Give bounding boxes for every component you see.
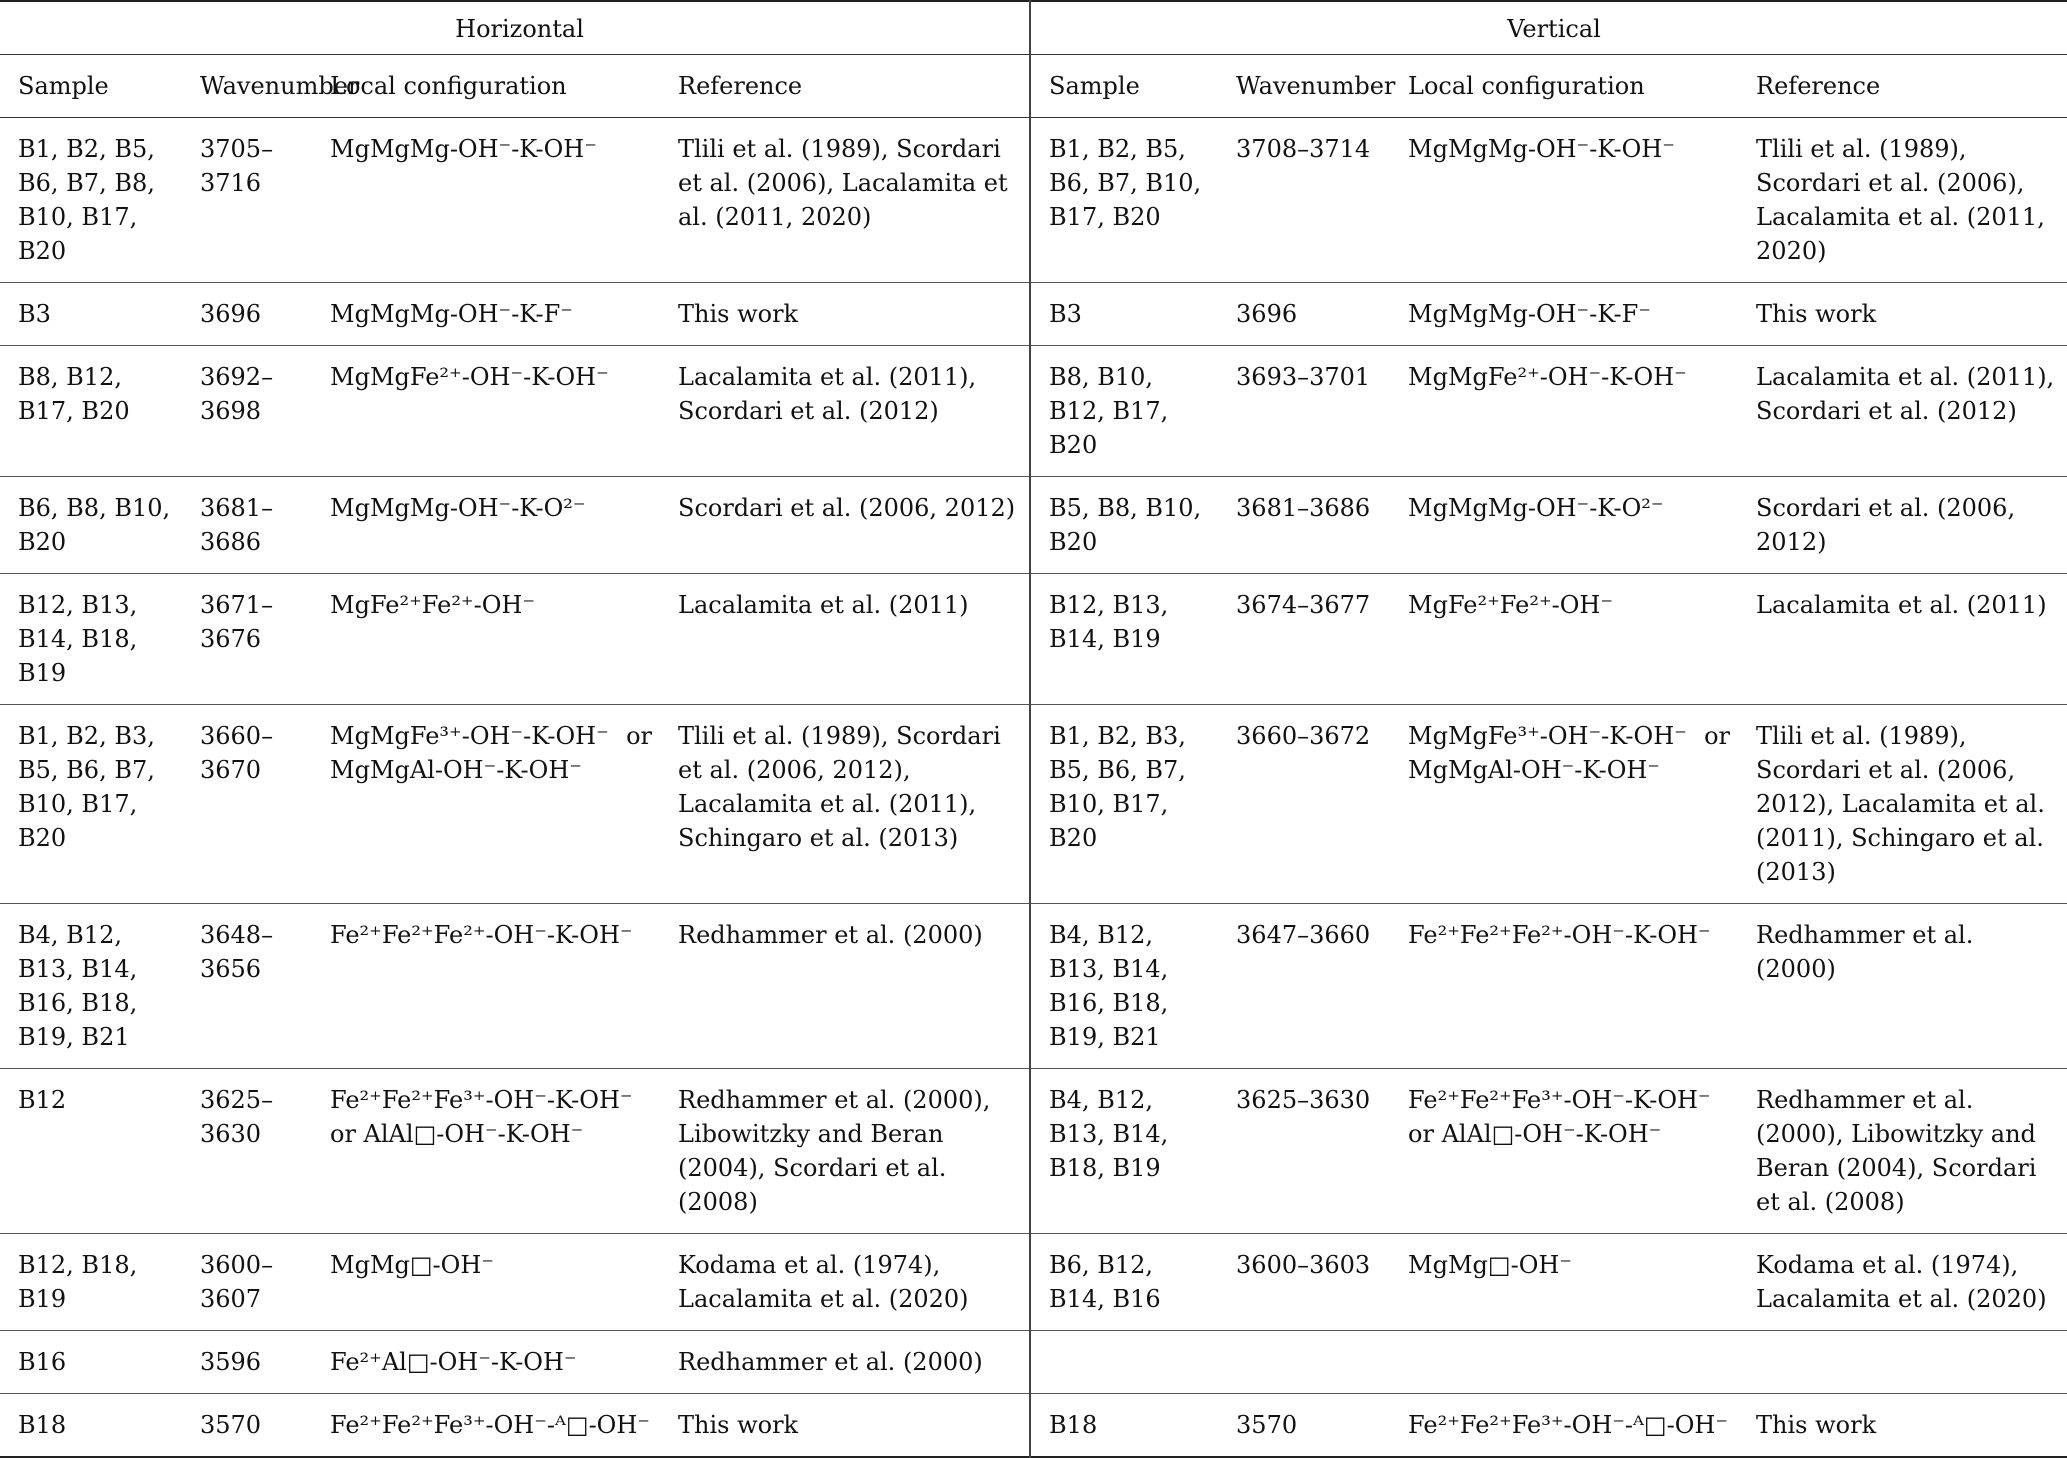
vertical-cell-reference: Lacalamita et al. (2011), Scordari et al. (2012) — [1756, 363, 2055, 425]
vertical-cell-sample: B8, B10, B12, B17, B20 — [1030, 346, 1218, 477]
vertical-cell-wavenumber: 3693–3701 — [1236, 363, 1371, 391]
vertical-cell-sample: B18 — [1030, 1394, 1218, 1458]
horizontal-cell-reference: Scordari et al. (2006, 2012) — [678, 494, 1016, 522]
vertical-cell-sample: B5, B8, B10, B20 — [1030, 477, 1218, 574]
horizontal-cell-local-configuration: MgMgFe³⁺-OH⁻-K-OH⁻ or MgMgAl-OH⁻-K-OH⁻ — [330, 722, 652, 784]
col-header-wavenumber: Wavenumber — [1236, 72, 1396, 100]
vertical-cell-sample: B6, B12, B14, B16 — [1030, 1234, 1218, 1331]
vertical-cell-wavenumber: 3647–3660 — [1236, 921, 1371, 949]
horizontal-cell-local-configuration: MgMgMg-OH⁻-K-OH⁻ — [330, 135, 597, 163]
vertical-cell-local-configuration: MgMgFe³⁺-OH⁻-K-OH⁻ or MgMgAl-OH⁻-K-OH⁻ — [1408, 722, 1731, 784]
horizontal-cell-wavenumber: 3600–3607 — [200, 1251, 274, 1313]
vertical-cell-sample: B4, B12, B13, B14, B18, B19 — [1030, 1069, 1218, 1234]
horizontal-cell-sample: B8, B12, B17, B20 — [18, 363, 130, 425]
vertical-cell-wavenumber: 3708–3714 — [1236, 135, 1371, 163]
horizontal-cell-sample: B1, B2, B3, B5, B6, B7, B10, B17, B20 — [18, 722, 155, 852]
table-row — [0, 1234, 2067, 1331]
horizontal-cell-local-configuration: Fe²⁺Fe²⁺Fe³⁺-OH⁻-ᴬ□-OH⁻ — [330, 1411, 650, 1439]
vertical-cell-wavenumber: 3625–3630 — [1236, 1086, 1371, 1114]
table-row — [0, 705, 2067, 904]
vertical-cell-sample: B4, B12, B13, B14, B16, B18, B19, B21 — [1030, 904, 1218, 1069]
horizontal-cell-local-configuration: Fe²⁺Fe²⁺Fe³⁺-OH⁻-K-OH⁻ or AlAl□-OH⁻-K-OH⁻ — [330, 1086, 633, 1148]
vertical-cell-reference: Tlili et al. (1989), Scordari et al. (2006, 2012), Lacalamita et al. (2011), Schingaro et al. (2013) — [1756, 722, 2045, 886]
horizontal-cell-local-configuration: Fe²⁺Fe²⁺Fe²⁺-OH⁻-K-OH⁻ — [330, 921, 633, 949]
vertical-cell-reference: Redhammer et al. (2000) — [1756, 921, 1974, 983]
vertical-cell-wavenumber: 3600–3603 — [1236, 1251, 1371, 1279]
horizontal-cell-local-configuration: MgMgMg-OH⁻-K-O²⁻ — [330, 494, 586, 522]
horizontal-cell-sample: B12, B13, B14, B18, B19 — [18, 591, 138, 687]
col-header-sample: Sample — [18, 72, 109, 100]
vertical-cell-sample: B12, B13, B14, B19 — [1030, 574, 1218, 705]
table-body — [0, 118, 2067, 1458]
vertical-cell-reference — [1738, 1331, 2067, 1394]
vertical-cell-local-configuration — [1390, 1331, 1738, 1394]
horizontal-cell-sample: B1, B2, B5, B6, B7, B8, B10, B17, B20 — [18, 135, 155, 265]
col-header-sample: Sample — [1030, 55, 1218, 118]
horizontal-cell-reference: Lacalamita et al. (2011), Scordari et al. (2012) — [678, 363, 977, 425]
horizontal-cell-sample: B12, B18, B19 — [18, 1251, 138, 1313]
vertical-cell-local-configuration: Fe²⁺Fe²⁺Fe³⁺-OH⁻-ᴬ□-OH⁻ — [1408, 1411, 1728, 1439]
horizontal-cell-reference: Lacalamita et al. (2011) — [678, 591, 969, 619]
horizontal-cell-local-configuration: MgMg□-OH⁻ — [330, 1251, 494, 1279]
vertical-cell-reference: Lacalamita et al. (2011) — [1756, 591, 2047, 619]
horizontal-cell-wavenumber: 3681–3686 — [200, 494, 274, 556]
horizontal-cell-wavenumber: 3648–3656 — [200, 921, 274, 983]
vertical-cell-reference: This work — [1756, 1411, 1877, 1439]
vertical-cell-local-configuration: MgMgMg-OH⁻-K-OH⁻ — [1408, 135, 1675, 163]
vertical-cell-local-configuration: MgFe²⁺Fe²⁺-OH⁻ — [1408, 591, 1614, 619]
horizontal-cell-sample: B6, B8, B10, B20 — [18, 494, 171, 556]
table-row — [0, 904, 2067, 1069]
table-row — [0, 477, 2067, 574]
table-row — [0, 283, 2067, 346]
table-row — [0, 1069, 2067, 1234]
horizontal-cell-wavenumber: 3705–3716 — [200, 135, 274, 197]
horizontal-cell-reference: Tlili et al. (1989), Scordari et al. (2006, 2012), Lacalamita et al. (2011), Schingaro et al. (2013) — [678, 722, 1001, 852]
vertical-cell-wavenumber: 3681–3686 — [1236, 494, 1371, 522]
vertical-cell-local-configuration: MgMgFe²⁺-OH⁻-K-OH⁻ — [1408, 363, 1687, 391]
horizontal-cell-reference: Tlili et al. (1989), Scordari et al. (2006), Lacalamita et al. (2011, 2020) — [678, 135, 1008, 231]
col-header-reference: Reference — [678, 72, 803, 100]
vertical-cell-wavenumber: 3696 — [1236, 300, 1298, 328]
vertical-cell-reference: Scordari et al. (2006, 2012) — [1756, 494, 2016, 556]
vertical-cell-local-configuration: MgMg□-OH⁻ — [1408, 1251, 1572, 1279]
horizontal-cell-wavenumber: 3570 — [200, 1411, 262, 1439]
vertical-cell-local-configuration: MgMgMg-OH⁻-K-F⁻ — [1408, 300, 1651, 328]
col-header-wavenumber: Wavenumber — [200, 72, 360, 100]
horizontal-cell-wavenumber: 3596 — [200, 1348, 262, 1376]
horizontal-cell-reference: Redhammer et al. (2000) — [678, 921, 983, 949]
column-header-row — [0, 55, 2067, 118]
horizontal-cell-wavenumber: 3625–3630 — [200, 1086, 274, 1148]
vertical-cell-wavenumber: 3660–3672 — [1236, 722, 1371, 750]
col-header-local-configuration: Local configuration — [1408, 72, 1645, 100]
vertical-cell-wavenumber: 3674–3677 — [1236, 591, 1371, 619]
vertical-cell-reference: Kodama et al. (1974), Lacalamita et al. (2020) — [1756, 1251, 2047, 1313]
table-row — [0, 346, 2067, 477]
vertical-cell-sample: B1, B2, B3, B5, B6, B7, B10, B17, B20 — [1030, 705, 1218, 904]
vertical-cell-local-configuration: Fe²⁺Fe²⁺Fe²⁺-OH⁻-K-OH⁻ — [1408, 921, 1711, 949]
horizontal-cell-local-configuration: MgMgMg-OH⁻-K-F⁻ — [330, 300, 573, 328]
table-row — [0, 574, 2067, 705]
horizontal-cell-sample: B4, B12, B13, B14, B16, B18, B19, B21 — [18, 921, 138, 1051]
vertical-cell-sample: B3 — [1030, 283, 1218, 346]
horizontal-cell-sample: B3 — [18, 300, 51, 328]
vertical-cell-reference: This work — [1756, 300, 1877, 328]
horizontal-cell-wavenumber: 3692–3698 — [200, 363, 274, 425]
horizontal-cell-reference: Redhammer et al. (2000) — [678, 1348, 983, 1376]
table-row — [0, 1394, 2067, 1458]
vertical-cell-reference: Redhammer et al. (2000), Libowitzky and Beran (2004), Scordari et al. (2008) — [1756, 1086, 2037, 1216]
horizontal-cell-reference: This work — [678, 1411, 799, 1439]
group-header-vertical: Vertical — [1030, 1, 2067, 55]
table-row — [0, 118, 2067, 283]
horizontal-cell-reference: Kodama et al. (1974), Lacalamita et al. (2020) — [678, 1251, 969, 1313]
horizontal-cell-sample: B12 — [18, 1086, 67, 1114]
vertical-cell-sample: B1, B2, B5, B6, B7, B10, B17, B20 — [1030, 118, 1218, 283]
vertical-cell-local-configuration: Fe²⁺Fe²⁺Fe³⁺-OH⁻-K-OH⁻ or AlAl□-OH⁻-K-OH⁻ — [1408, 1086, 1711, 1148]
group-header-row — [0, 1, 2067, 55]
horizontal-cell-sample: B18 — [18, 1411, 67, 1439]
vertical-cell-wavenumber: 3570 — [1236, 1411, 1298, 1439]
col-header-local-configuration: Local configuration — [330, 72, 567, 100]
vertical-cell-reference: Tlili et al. (1989), Scordari et al. (2006), Lacalamita et al. (2011, 2020) — [1756, 135, 2045, 265]
horizontal-cell-local-configuration: MgMgFe²⁺-OH⁻-K-OH⁻ — [330, 363, 609, 391]
vertical-cell-local-configuration: MgMgMg-OH⁻-K-O²⁻ — [1408, 494, 1664, 522]
horizontal-cell-wavenumber: 3671–3676 — [200, 591, 274, 653]
vertical-cell-wavenumber — [1218, 1331, 1390, 1394]
horizontal-cell-wavenumber: 3696 — [200, 300, 262, 328]
table-row — [0, 1331, 2067, 1394]
col-header-reference: Reference — [1756, 72, 1881, 100]
horizontal-cell-sample: B16 — [18, 1348, 67, 1376]
vertical-cell-sample — [1030, 1331, 1218, 1394]
horizontal-cell-local-configuration: MgFe²⁺Fe²⁺-OH⁻ — [330, 591, 535, 619]
group-header-horizontal: Horizontal — [455, 15, 584, 43]
horizontal-cell-reference: Redhammer et al. (2000), Libowitzky and Beran (2004), Scordari et al. (2008) — [678, 1086, 991, 1216]
horizontal-cell-reference: This work — [678, 300, 799, 328]
horizontal-cell-wavenumber: 3660–3670 — [200, 722, 274, 784]
horizontal-cell-local-configuration: Fe²⁺Al□-OH⁻-K-OH⁻ — [330, 1348, 577, 1376]
